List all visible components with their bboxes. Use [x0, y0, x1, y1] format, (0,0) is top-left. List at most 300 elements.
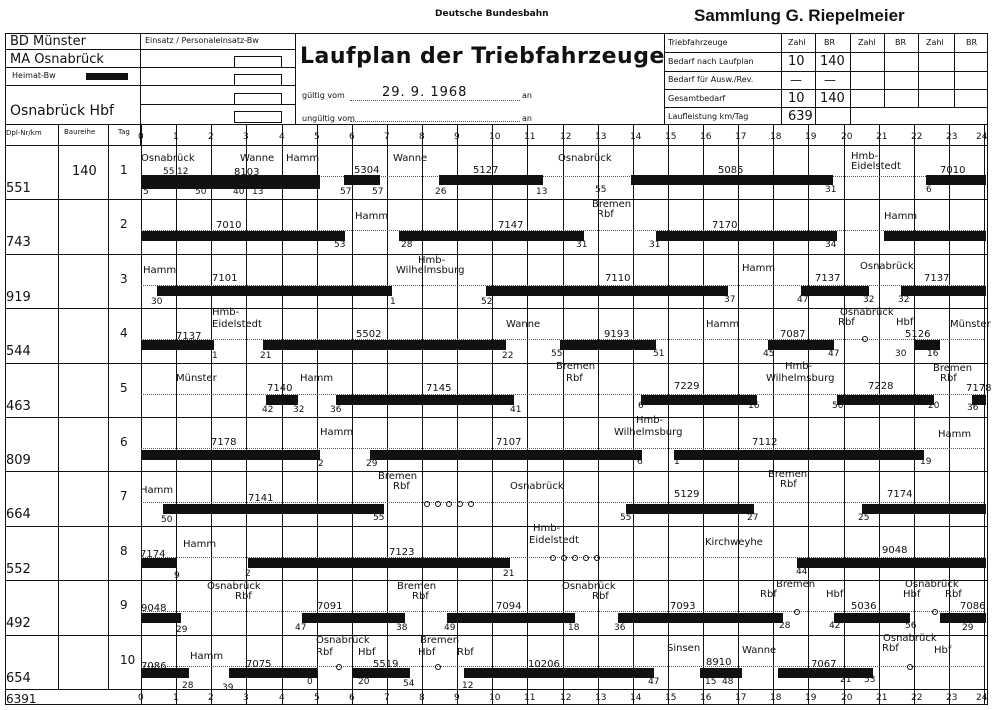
train-label: Rbf — [412, 591, 429, 602]
time-minute: 6 — [638, 401, 644, 411]
train-label: 5127 — [473, 165, 499, 176]
train-label: Hbf — [358, 647, 376, 658]
time-minute: 32 — [863, 295, 875, 305]
train-label: Münster — [950, 319, 991, 330]
train-label: Bremen — [776, 579, 816, 590]
time-minute: 30 — [151, 297, 163, 307]
einsatz-box-2 — [234, 74, 282, 86]
summary-row-2-label: Bedarf für Ausw./Rev. — [668, 75, 754, 84]
train-bar — [302, 613, 405, 623]
gueltig-date: 29. 9. 1968 — [382, 85, 468, 100]
time-minute: 53 — [334, 240, 346, 250]
hour-label-top: 1 — [173, 132, 179, 142]
hour-label-top: 3 — [243, 132, 249, 142]
row-divider — [5, 580, 988, 581]
train-label: Hamm — [706, 319, 740, 330]
time-minute: 34 — [825, 240, 837, 250]
row-divider — [5, 526, 988, 527]
an-label-2: an — [522, 114, 532, 123]
hour-line — [211, 124, 212, 705]
summary-row-1-label: Bedarf nach Laufplan — [668, 57, 754, 66]
train-label: Hamm — [190, 651, 224, 662]
hour-label-top: 24 — [976, 132, 988, 142]
hour-label-bottom: 1 — [173, 693, 179, 703]
train-label: Rbf — [838, 317, 855, 328]
stop-circle — [907, 664, 913, 670]
hour-label-top: 17 — [735, 132, 747, 142]
hour-label-bottom: 10 — [489, 693, 501, 703]
time-minute: 27 — [747, 513, 759, 523]
summary-head-tfz: Triebfahrzeuge — [668, 38, 728, 47]
time-minute: 13 — [536, 187, 548, 197]
col-baureihe-label: Baureihe — [64, 128, 96, 136]
time-minute: 32 — [293, 405, 305, 415]
train-label: Hamm — [884, 211, 918, 222]
einsatz-box-3 — [234, 93, 282, 105]
train-label: Rbf — [316, 647, 333, 658]
time-minute: 2 — [245, 569, 251, 579]
time-minute: 31 — [825, 185, 837, 195]
row-divider — [5, 363, 988, 364]
time-minute: 42 — [829, 621, 841, 631]
train-label: Osnabrück — [207, 581, 261, 592]
train-label: Rbf — [592, 591, 609, 602]
time-minute: 21 — [260, 351, 272, 361]
time-minute: 20 — [358, 677, 370, 687]
summary-row-2-br: — — [824, 73, 836, 87]
hour-label-top: 19 — [805, 132, 817, 142]
train-label: Osnabrück — [860, 261, 914, 272]
train-label: Rbf — [457, 647, 474, 658]
row-km: 544 — [6, 344, 31, 359]
train-bar — [344, 175, 380, 185]
time-minute: 31 — [649, 240, 661, 250]
row-km: 463 — [6, 399, 31, 414]
row-day: 6 — [120, 435, 128, 449]
hour-label-top: 18 — [770, 132, 782, 142]
train-label: Bremen — [420, 635, 460, 646]
train-bar — [797, 558, 986, 568]
train-label: Kirchweyhe — [705, 537, 763, 548]
time-minute: 54 — [403, 679, 415, 689]
time-minute: 55 — [620, 513, 632, 523]
train-label: 9048 — [141, 603, 167, 614]
train-label: 7178 — [966, 383, 992, 394]
hour-label-bottom: 24 — [976, 693, 988, 703]
train-label: Wanne — [393, 153, 428, 164]
hour-label-top: 23 — [946, 132, 958, 142]
train-label: Wilhelmsburg — [396, 265, 465, 276]
train-label: 7145 — [426, 383, 452, 394]
train-label: Hamm — [300, 373, 334, 384]
hour-label-top: 2 — [208, 132, 214, 142]
train-label: 7110 — [605, 273, 631, 284]
time-minute: 32 — [898, 295, 910, 305]
time-minute: 41 — [510, 405, 522, 415]
time-minute: 37 — [724, 295, 736, 305]
hour-line — [808, 124, 809, 705]
gueltig-label: gültig vom — [302, 91, 345, 100]
hour-label-top: 21 — [876, 132, 888, 142]
hour-label-bottom: 5 — [314, 693, 320, 703]
hour-label-top: 13 — [595, 132, 607, 142]
train-label: 8910 — [706, 657, 732, 668]
train-label: Osnabrück — [510, 481, 564, 492]
time-minute: 6 — [926, 185, 932, 195]
row-km: 664 — [6, 507, 31, 522]
train-label: Wilhelmsburg — [766, 373, 835, 384]
time-minute: 9 — [174, 571, 180, 581]
train-label: 7107 — [496, 437, 522, 448]
train-label: 7137 — [924, 273, 950, 284]
row-day: 9 — [120, 598, 128, 612]
train-bar — [370, 450, 642, 460]
train-label: Bremen — [592, 199, 632, 210]
train-bar — [157, 286, 392, 296]
summary-row-3-label: Gesamtbedarf — [668, 94, 726, 103]
train-label: Hbf — [903, 589, 921, 600]
train-label: Osnabrück — [558, 153, 612, 164]
row-day: 7 — [120, 489, 128, 503]
train-label: Wilhelmsburg — [614, 427, 683, 438]
hour-label-bottom: 13 — [595, 693, 607, 703]
summary-row-4-value: 639 — [788, 109, 813, 124]
train-label: Osnabrück — [562, 581, 616, 592]
train-label: Wanne — [506, 319, 541, 330]
col-tag-label: Tag — [118, 128, 130, 136]
train-label: Bremen — [556, 361, 596, 372]
time-minute: 57 — [372, 187, 384, 197]
time-minute: 30 — [895, 349, 907, 359]
time-minute: 16 — [748, 401, 760, 411]
train-label: Hamm — [286, 153, 320, 164]
time-minute: 51 — [653, 349, 665, 359]
row-divider — [5, 417, 988, 418]
baureihe-value: 140 — [72, 164, 97, 179]
hour-label-bottom: 19 — [805, 693, 817, 703]
time-minute: 18 — [568, 623, 580, 633]
train-bar — [656, 231, 837, 241]
train-bar — [801, 286, 869, 296]
time-minute: 50 — [832, 401, 844, 411]
hour-label-bottom: 11 — [524, 693, 536, 703]
summary-head-br-3: BR — [966, 38, 978, 47]
train-label: Osnabrück — [883, 633, 937, 644]
train-label: 7101 — [212, 273, 238, 284]
train-label: Rbf — [882, 643, 899, 654]
row-day: 3 — [120, 272, 128, 286]
stop-circle — [862, 336, 868, 342]
train-label: Osnabrück — [141, 153, 195, 164]
train-label: Hamm — [355, 211, 389, 222]
hour-label-bottom: 9 — [454, 693, 460, 703]
stop-circle — [424, 501, 430, 507]
train-bar — [940, 613, 986, 623]
train-label: Rbf — [235, 591, 252, 602]
hour-label-top: 5 — [314, 132, 320, 142]
time-minute: 21 — [840, 675, 852, 685]
summary-row-2-zahl: — — [790, 73, 802, 87]
train-label: Rbf — [566, 373, 583, 384]
train-label: 5304 — [354, 165, 380, 176]
time-minute: 57 — [340, 187, 352, 197]
train-label: Rbf — [597, 209, 614, 220]
time-minute: 47 — [828, 349, 840, 359]
train-label: Hmb- — [636, 415, 664, 426]
train-label: Eidelstedt — [212, 319, 262, 330]
row-km: 809 — [6, 453, 31, 468]
time-minute: 47 — [797, 295, 809, 305]
time-minute: 47 — [648, 677, 660, 687]
hour-label-bottom: 12 — [560, 693, 572, 703]
train-label: Rbf — [760, 589, 777, 600]
time-minute: 5 — [143, 187, 149, 197]
stop-circle — [550, 555, 556, 561]
ma-label: MA Osnabrück — [10, 52, 104, 67]
stop-circle — [561, 555, 567, 561]
train-label: Hbf — [934, 645, 952, 656]
ungueltig-label: ungültig vom — [302, 114, 355, 123]
time-minute: 0 — [307, 677, 313, 687]
hour-line — [282, 124, 283, 705]
hour-label-top: 12 — [560, 132, 572, 142]
hour-label-bottom: 21 — [876, 693, 888, 703]
col-dpl-label: Dpl-Nr/km — [6, 129, 42, 137]
row-day: 10 — [120, 653, 136, 667]
time-minute: 52 — [481, 297, 493, 307]
stop-circle — [572, 555, 578, 561]
stop-circle — [468, 501, 474, 507]
summary-row-3-br: 140 — [820, 91, 845, 106]
station-label: Osnabrück Hbf — [10, 103, 114, 119]
time-minute: 36 — [614, 623, 626, 633]
time-minute: 53 — [864, 675, 876, 685]
time-minute: 6 — [637, 457, 643, 467]
train-label: Osnabrück — [840, 307, 894, 318]
train-label: 7170 — [712, 220, 738, 231]
train-label: 7086 — [960, 601, 986, 612]
stop-circle — [336, 664, 342, 670]
train-bar — [834, 613, 910, 623]
row-km: 654 — [6, 671, 31, 686]
time-minute: 55 — [163, 167, 175, 177]
train-label: Wanne — [742, 645, 777, 656]
hour-label-bottom: 22 — [911, 693, 923, 703]
hour-line — [246, 124, 247, 705]
train-label: 5129 — [674, 489, 700, 500]
page-title: Laufplan der Triebfahrzeuge — [300, 44, 665, 69]
train-label: 7094 — [496, 601, 522, 612]
summary-head-br: BR — [824, 38, 836, 47]
time-minute: 29 — [962, 623, 974, 633]
train-label: 7010 — [940, 165, 966, 176]
train-label: Rbf — [393, 481, 410, 492]
stop-circle — [435, 664, 441, 670]
train-label: 7178 — [211, 437, 237, 448]
time-minute: 19 — [920, 457, 932, 467]
train-bar — [447, 613, 575, 623]
time-minute: 15 — [705, 677, 717, 687]
summary-row-1-zahl: 10 — [788, 54, 805, 69]
time-minute: 20 — [928, 401, 940, 411]
time-minute: 45 — [763, 349, 775, 359]
hour-label-top: 0 — [138, 132, 144, 142]
train-label: Münster — [176, 373, 217, 384]
train-label: 7010 — [216, 220, 242, 231]
hour-label-top: 11 — [524, 132, 536, 142]
train-label: Hmb- — [851, 151, 879, 162]
hour-label-bottom: 16 — [700, 693, 712, 703]
hour-label-bottom: 17 — [735, 693, 747, 703]
row-day: 1 — [120, 163, 128, 177]
row-km: 552 — [6, 562, 31, 577]
total-km: 6391 — [6, 692, 37, 706]
train-label: Rbf — [780, 479, 797, 490]
train-label: 7112 — [752, 437, 778, 448]
train-label: 5502 — [356, 329, 382, 340]
time-minute: 28 — [182, 681, 194, 691]
row-divider — [5, 471, 988, 472]
hour-label-top: 8 — [419, 132, 425, 142]
train-label: Hmb- — [533, 523, 561, 534]
stop-circle — [446, 501, 452, 507]
time-minute: 47 — [295, 623, 307, 633]
train-bar — [141, 613, 181, 623]
hour-label-bottom: 0 — [138, 693, 144, 703]
train-label: Hbf — [826, 589, 844, 600]
hour-label-bottom: 14 — [630, 693, 642, 703]
time-minute: 21 — [503, 569, 515, 579]
row-km: 919 — [6, 290, 31, 305]
train-label: 7229 — [674, 381, 700, 392]
train-label: Hbf — [418, 647, 436, 658]
time-minute: 28 — [401, 240, 413, 250]
train-label: 5036 — [851, 601, 877, 612]
train-label: Bremen — [397, 581, 437, 592]
train-label: 7228 — [868, 381, 894, 392]
train-bar — [626, 504, 754, 514]
time-minute: 50 — [161, 515, 173, 525]
hour-label-bottom: 6 — [349, 693, 355, 703]
train-bar — [233, 177, 251, 186]
hour-label-top: 20 — [841, 132, 853, 142]
time-minute: 39 — [222, 683, 234, 693]
stop-circle — [932, 609, 938, 615]
train-label: Rbf — [940, 373, 957, 384]
time-minute: 1 — [390, 297, 396, 307]
train-label: Hamm — [320, 427, 354, 438]
collection-label: Sammlung G. Riepelmeier — [694, 6, 905, 25]
train-label: Hamm — [143, 265, 177, 276]
train-label: 5519 — [373, 659, 399, 670]
train-label: Bremen — [378, 471, 418, 482]
stop-circle — [583, 555, 589, 561]
summary-row-3-zahl: 10 — [788, 91, 805, 106]
time-minute: 36 — [330, 405, 342, 415]
time-minute: 55 — [595, 185, 607, 195]
hour-label-bottom: 2 — [208, 693, 214, 703]
train-label: 7141 — [248, 493, 274, 504]
time-minute: 42 — [262, 405, 274, 415]
train-label: Hbf — [896, 317, 914, 328]
an-label-1: an — [522, 91, 532, 100]
train-label: 7140 — [267, 383, 293, 394]
train-label: 7174 — [887, 489, 913, 500]
train-label: 7075 — [246, 659, 272, 670]
train-label: Osnabrück — [316, 635, 370, 646]
train-label: 7137 — [176, 331, 202, 342]
train-bar — [486, 286, 728, 296]
hour-label-bottom: 7 — [384, 693, 390, 703]
train-label: Hamm — [140, 485, 174, 496]
time-minute: 44 — [796, 567, 808, 577]
hour-label-top: 10 — [489, 132, 501, 142]
row-day: 8 — [120, 544, 128, 558]
train-label: Eidelstedt — [851, 161, 901, 172]
einsatz-box-4 — [234, 111, 282, 123]
row-divider — [5, 199, 988, 200]
hour-label-bottom: 15 — [665, 693, 677, 703]
hour-label-bottom: 18 — [770, 693, 782, 703]
time-minute: 29 — [366, 459, 378, 469]
train-bar — [141, 231, 345, 241]
time-minute: 55 — [551, 349, 563, 359]
train-bar — [926, 175, 986, 185]
hour-label-top: 15 — [665, 132, 677, 142]
summary-row-1-br: 140 — [820, 54, 845, 69]
train-label: Hmb- — [418, 255, 446, 266]
hour-label-top: 22 — [911, 132, 923, 142]
summary-head-zahl-2: Zahl — [858, 38, 876, 47]
time-minute: 55 — [373, 513, 385, 523]
row-km: 492 — [6, 616, 31, 631]
time-minute: 25 — [858, 513, 870, 523]
train-bar — [837, 395, 934, 405]
hour-label-bottom: 8 — [419, 693, 425, 703]
train-label: Bremen — [768, 469, 808, 480]
row-divider — [5, 635, 988, 636]
time-minute: 2 — [318, 459, 324, 469]
train-bar — [641, 395, 757, 405]
train-bar — [163, 504, 384, 514]
time-minute: 38 — [396, 623, 408, 633]
train-bar — [266, 395, 298, 405]
time-minute: 36 — [967, 403, 979, 413]
train-bar — [884, 231, 986, 241]
summary-row-4-label: Laufleistung km/Tag — [668, 112, 749, 121]
train-label: 7091 — [317, 601, 343, 612]
train-bar — [674, 450, 924, 460]
train-label: 9193 — [604, 329, 630, 340]
train-label: 7174 — [140, 549, 166, 560]
row-divider — [5, 254, 988, 255]
train-label: 7087 — [780, 329, 806, 340]
train-label: Hamm — [183, 539, 217, 550]
train-bar — [618, 613, 783, 623]
hour-label-top: 7 — [384, 132, 390, 142]
hour-label-top: 14 — [630, 132, 642, 142]
row-day: 2 — [120, 217, 128, 231]
train-label: Hamm — [742, 263, 776, 274]
time-minute: 22 — [502, 351, 514, 361]
train-label: 7123 — [389, 547, 415, 558]
train-bar — [336, 395, 514, 405]
time-minute: 48 — [722, 677, 734, 687]
heimat-marker — [86, 73, 128, 80]
train-label: 7137 — [815, 273, 841, 284]
org-name: Deutsche Bundesbahn — [435, 9, 549, 19]
train-label: Rbf — [945, 589, 962, 600]
